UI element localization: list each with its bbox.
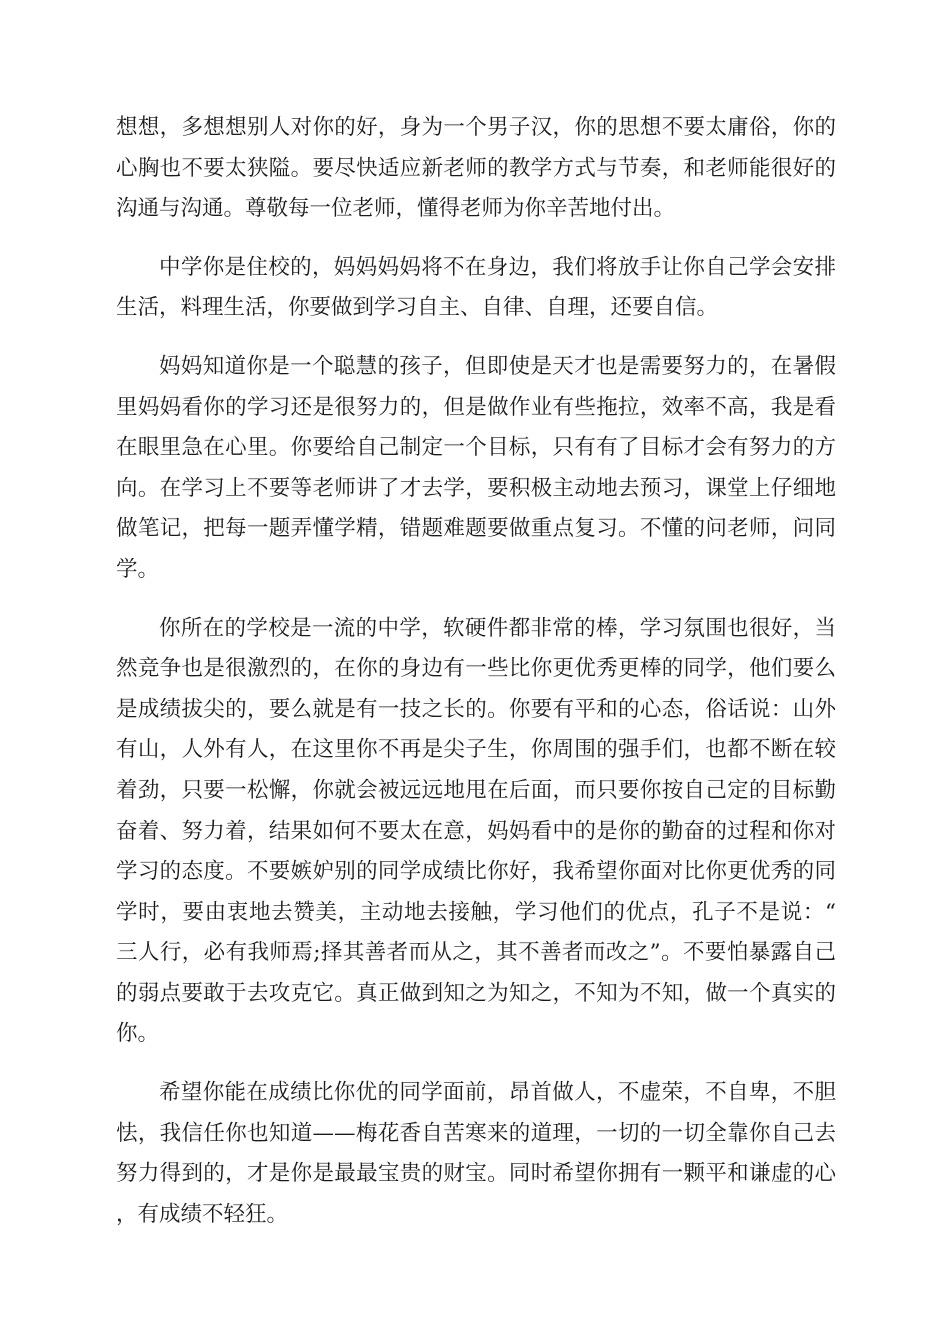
paragraph-4: 你所在的学校是一流的中学，软硬件都非常的棒，学习氛围也很好，当然竞争也是很激烈的，在你的身边有一些比你更优秀更棒的同学，他们要么是成绩拔尖的，要么就是有一技之长的。你要有平和的心态，俗话说：山外有山，人外有人，在这里你不再是尖子生，你周围的强手们，也都不断在较着劲，只要一松懈，你就会被远远地甩在后面，而只要你按自己定的目标勤奋着、努力着，结果如何不要太在意，妈妈看中的是你的勤奋的过程和你对学习的态度。不要嫉妒别的同学成绩比你好，我希望你面对比你更优秀的同学时，要由衷地去赞美，主动地去接触，学习他们的优点，孔子不是说：“三人行，必有我师焉;择其善者而从之，其不善者而改之”。不要怕暴露自己的弱点要敢于去攻克它。真正做到知之为知之，不知为不知，做一个真实的你。 [116, 615, 836, 1047]
paragraph-5: 希望你能在成绩比你优的同学面前，昂首做人，不虚荣，不自卑，不胆怯，我信任你也知道——梅花香自苦寒来的道理，一切的一切全靠你自己去努力得到的，才是你是最最宝贵的财宝。同时希望你拥有一颗平和谦虚的心，有成绩不轻狂。 [116, 1080, 836, 1227]
paragraph-2: 中学你是住校的，妈妈妈妈将不在身边，我们将放手让你自己学会安排生活，料理生活，你要做到学习自主、自律、自理，还要自信。 [116, 254, 836, 321]
document-body [116, 108, 836, 1253]
paragraph-1: 想想，多想想别人对你的好，身为一个男子汉，你的思想不要太庸俗，你的心胸也不要太狭隘。要尽快适应新老师的教学方式与节奏，和老师能很好的沟通与沟通。尊敬每一位老师，懂得老师为你辛苦地付出。 [116, 115, 836, 222]
paragraph-3: 妈妈知道你是一个聪慧的孩子，但即使是天才也是需要努力的，在暑假里妈妈看你的学习还是很努力的，但是做作业有些拖拉，效率不高，我是看在眼里急在心里。你要给自己制定一个目标，只有有了目标才会有努力的方向。在学习上不要等老师讲了才去学，要积极主动地去预习，课堂上仔细地做笔记，把每一题弄懂学精，错题难题要做重点复习。不懂的问老师，问同学。 [116, 353, 836, 582]
